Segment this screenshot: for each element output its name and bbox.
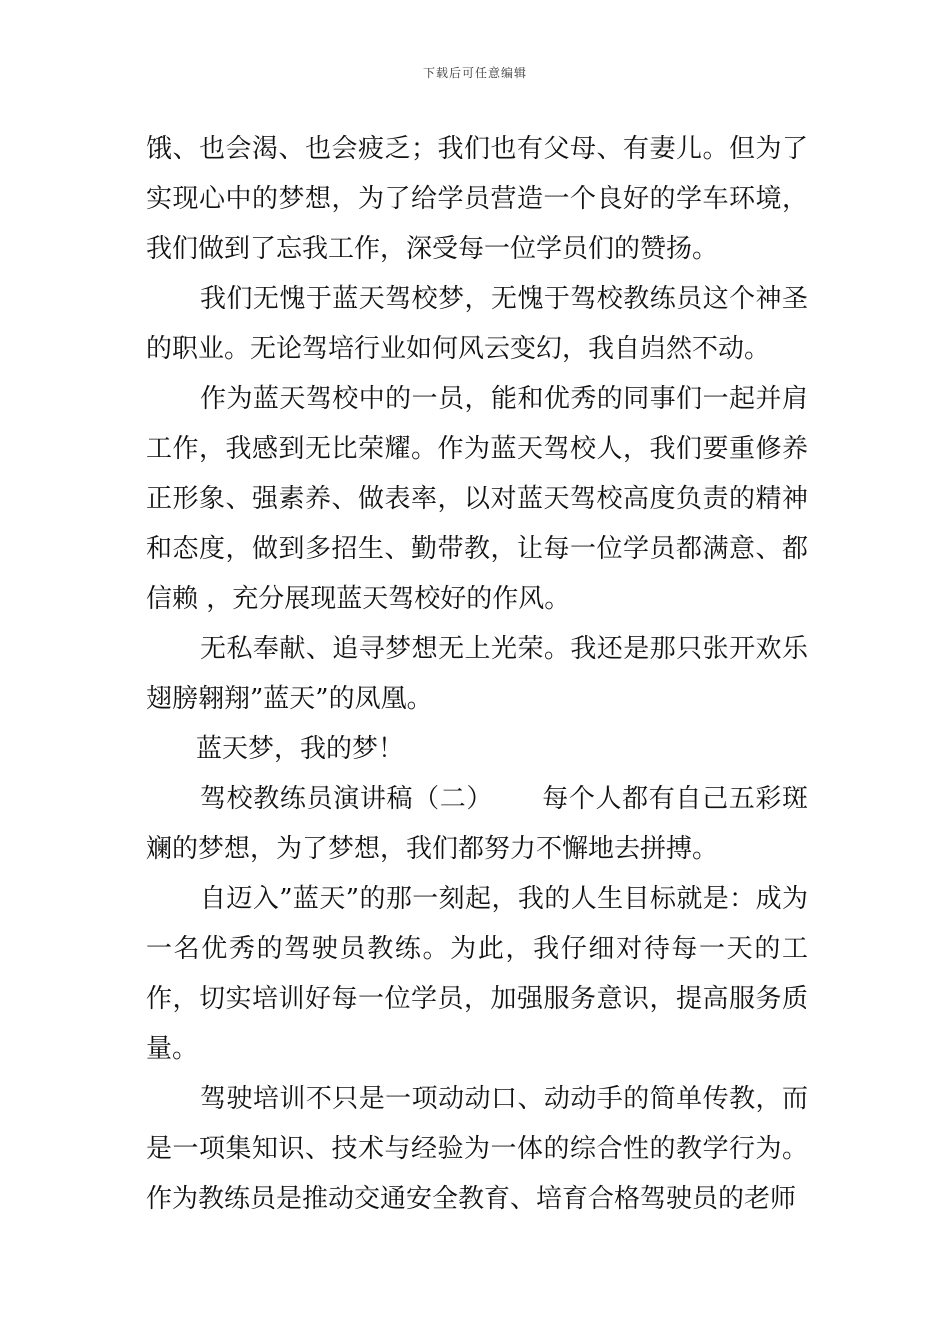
paragraph-5: 蓝天梦，我的梦！: [196, 734, 405, 764]
paragraph-6: 驾校教练员演讲稿（二） 每个人都有自己五彩斑斓的梦想，为了梦想，我们都努力不懈地去拼搏。: [146, 784, 808, 864]
paragraph-2: 我们无愧于蓝天驾校梦，无愧于驾校教练员这个神圣的职业。无论驾培行业如何风云变幻，我自岿然不动。: [146, 284, 808, 364]
page-header: 下载后可任意编辑: [422, 66, 527, 80]
paragraph-3: 作为蓝天驾校中的一员，能和优秀的同事们一起并肩工作，我感到无比荣耀。作为蓝天驾校人，我们要重修养正形象、强素养、做表率，以对蓝天驾校高度负责的精神和态度，做到多招生、勤带教，让每一位学员都满意、都信赖 ，充分展现蓝天驾校好的作风。: [146, 384, 808, 614]
paragraph-1: 饿、也会渴、也会疲乏；我们也有父母、有妻儿。但为了实现心中的梦想，为了给学员营造一个良好的学车环境，我们做到了忘我工作，深受每一位学员们的赞扬。: [146, 134, 808, 264]
paragraph-8: 驾驶培训不只是一项动动口、动动手的简单传教，而是一项集知识、技术与经验为一体的综合性的教学行为。作为教练员是推动交通安全教育、培育合格驾驶员的老师: [146, 1084, 808, 1214]
paragraph-7: 自迈入”蓝天”的那一刻起，我的人生目标就是：成为一名优秀的驾驶员教练。为此，我仔细对待每一天的工作，切实培训好每一位学员，加强服务意识，提高服务质量。: [146, 884, 808, 1064]
paragraph-4: 无私奉献、追寻梦想无上光荣。我还是那只张开欢乐翅膀翱翔”蓝天”的凤凰。: [146, 634, 808, 714]
document-body: [146, 124, 808, 1224]
